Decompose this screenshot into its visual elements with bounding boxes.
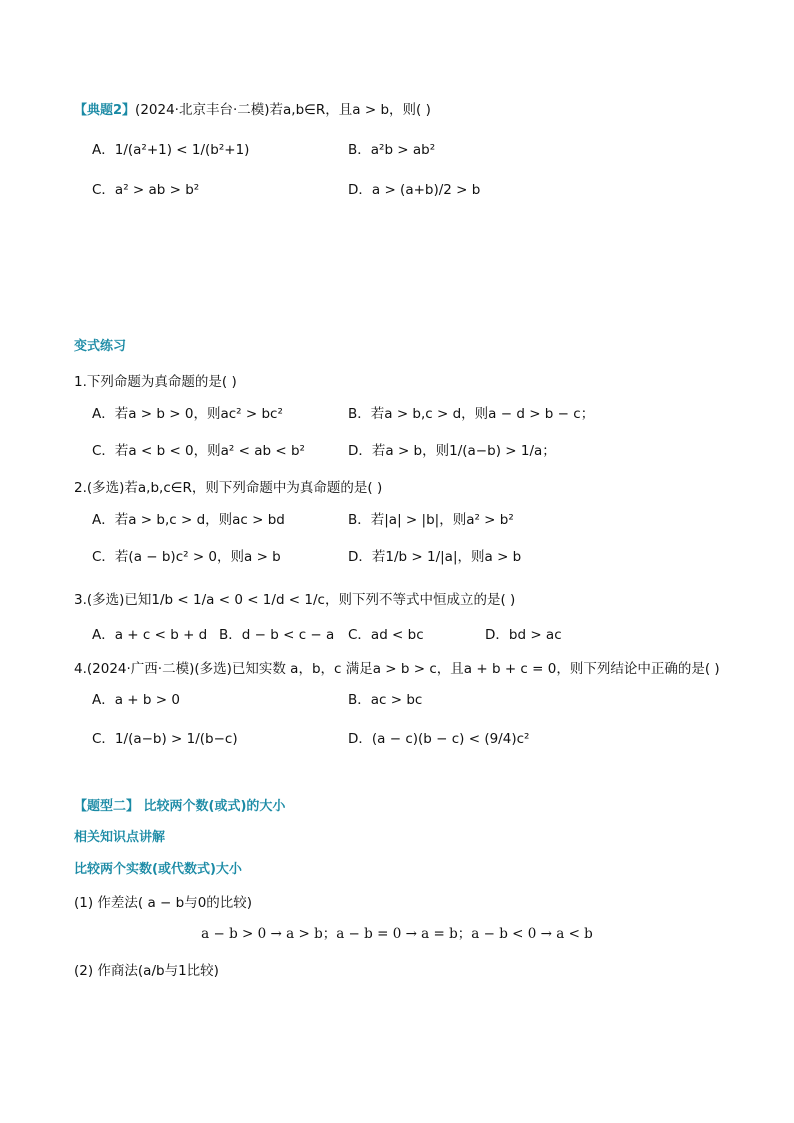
q2-option-c: C．若(a − b)c² > 0，则a > b bbox=[92, 549, 281, 565]
q4-stem: 4.(2024·广西·二模)(多选)已知实数 a，b，c 满足a > b > c，且a + b + c = 0，则下列结论中正确的是( ) bbox=[74, 661, 720, 677]
method-1: (1) 作差法( a − b与0的比较) bbox=[74, 895, 253, 911]
q4-option-b: B．ac > bc bbox=[348, 692, 423, 708]
q2-option-a: A．若a > b,c > d，则ac > bd bbox=[92, 512, 285, 528]
compare-subheading: 比较两个实数(或代数式)大小 bbox=[74, 862, 242, 877]
example-2-option-c: C．a² > ab > b² bbox=[92, 182, 200, 198]
knowledge-heading: 相关知识点讲解 bbox=[74, 830, 166, 845]
q3-option-c: C．ad < bc bbox=[348, 627, 424, 643]
q1-option-a: A．若a > b > 0，则ac² > bc² bbox=[92, 406, 283, 422]
q2-option-d: D．若1/b > 1/|a|，则a > b bbox=[348, 549, 522, 565]
q3-option-b: B．d − b < c − a bbox=[219, 627, 335, 643]
practice-heading: 变式练习 bbox=[74, 339, 127, 354]
example-2-option-d: D．a > (a+b)/2 > b bbox=[348, 182, 481, 198]
q3-option-d: D．bd > ac bbox=[485, 627, 562, 643]
example-2-tag: 【典题2】 bbox=[74, 103, 136, 118]
q4-option-d: D．(a − c)(b − c) < (9/4)c² bbox=[348, 731, 530, 747]
type-2-heading: 【题型二】 比较两个数(或式)的大小 bbox=[74, 799, 286, 814]
q1-option-c: C．若a < b < 0，则a² < ab < b² bbox=[92, 443, 305, 459]
q3-stem: 3.(多选)已知1/b < 1/a < 0 < 1/d < 1/c，则下列不等式中恒成立的是( ) bbox=[74, 592, 516, 608]
example-2-stem bbox=[74, 100, 431, 121]
q4-option-c: C．1/(a−b) > 1/(b−c) bbox=[92, 731, 238, 747]
example-2-option-b: B．a²b > ab² bbox=[348, 142, 436, 158]
q1-option-b: B．若a > b,c > d，则a − d > b − c； bbox=[348, 406, 595, 422]
q4-option-a: A．a + b > 0 bbox=[92, 692, 180, 708]
q2-option-b: B．若|a| > |b|，则a² > b² bbox=[348, 512, 514, 528]
method-2: (2) 作商法(a/b与1比较) bbox=[74, 963, 219, 979]
q1-option-d: D．若a > b，则1/(a−b) > 1/a； bbox=[348, 443, 556, 459]
q2-stem: 2.(多选)若a,b,c∈R，则下列命题中为真命题的是( ) bbox=[74, 480, 383, 496]
example-2-option-a: A．1/(a²+1) < 1/(b²+1) bbox=[92, 142, 250, 158]
q3-option-a: A．a + c < b + d bbox=[92, 627, 208, 643]
example-2-question: (2024·北京丰台·二模)若a,b∈R，且a > b，则( ) bbox=[135, 102, 431, 118]
q1-stem: 1.下列命题为真命题的是( ) bbox=[74, 374, 237, 390]
method-1-formula: a − b > 0 → a > b；a − b = 0 → a = b；a − b < 0 → a < b bbox=[201, 926, 593, 942]
